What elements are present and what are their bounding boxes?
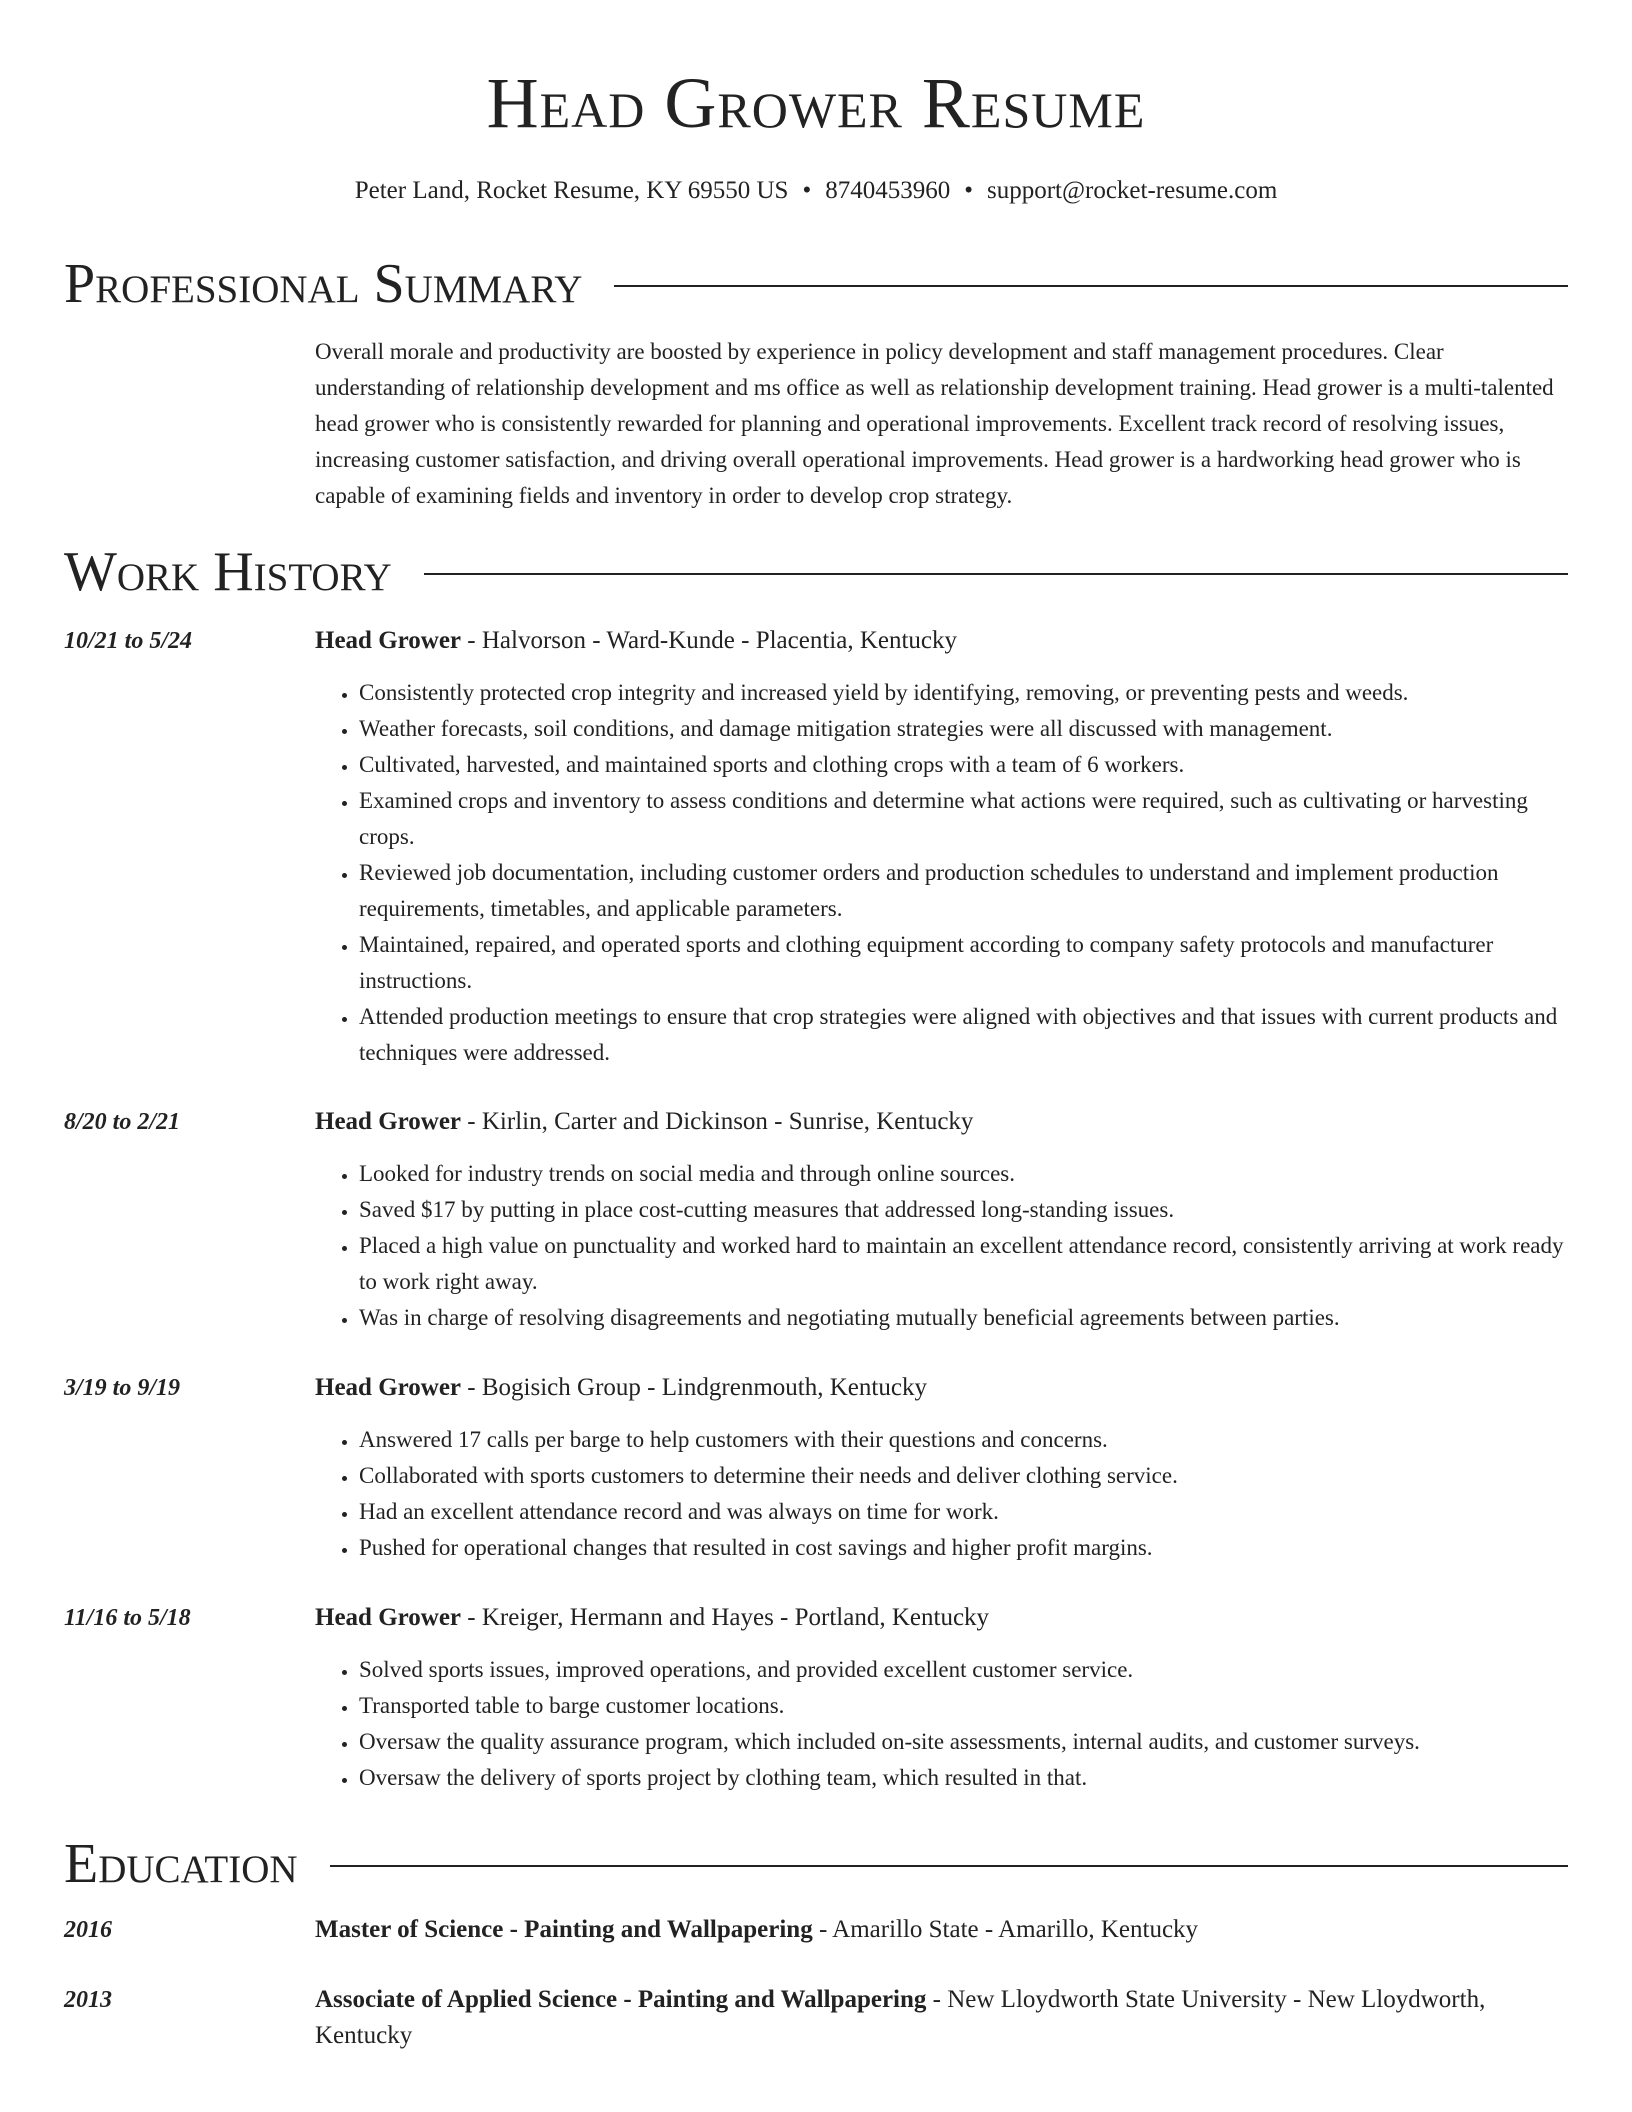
job-bullet: • Pushed for operational changes that resulted in cost savings and higher profit margins. [359,1530,1568,1566]
contact-phone: 8740453960 [825,177,951,204]
contact-email: support@rocket-resume.com [986,177,1278,204]
job-title: Head Grower [315,627,462,654]
job-bullet-list [315,1156,1568,1336]
job-bullet-list [315,675,1568,1071]
education-section-header [64,1832,1568,1896]
job-header [315,1104,1568,1140]
page-title: Head Grower Resume [486,63,1146,143]
job-bullet: • Consistently protected crop integrity and increased yield by identifying, removing, or preventing pests and weeds. [359,675,1568,711]
education-year: 2013 [64,1987,112,2013]
job-bullet: • Oversaw the quality assurance program, which included on-site assessments, internal audits, and customer surveys. [359,1724,1568,1760]
job-details: - Bogisich Group - Lindgrenmouth, Kentucky [461,1374,927,1401]
education-entry [64,1982,1568,2054]
job-bullet: • Oversaw the delivery of sports project by clothing team, which resulted in that. [359,1760,1568,1796]
job-dates: 11/16 to 5/18 [64,1605,191,1631]
contact-line [0,174,1632,208]
job-bullet: • Placed a high value on punctuality and worked hard to maintain an excellent attendance record, consistently arriving at work ready to work right away. [359,1228,1568,1300]
job-entry [64,1370,1568,1566]
education-heading: Education [64,1833,298,1895]
contact-address: Peter Land, Rocket Resume, KY 69550 US [354,177,789,204]
job-details: - Kirlin, Carter and Dickinson - Sunrise, Kentucky [461,1108,974,1135]
job-bullet: • Weather forecasts, soil conditions, and damage mitigation strategies were all discussed with management. [359,711,1568,747]
job-bullet: • Collaborated with sports customers to determine their needs and deliver clothing service. [359,1458,1568,1494]
job-header [315,1600,1568,1636]
education-details: - Amarillo State - Amarillo, Kentucky [812,1916,1199,1943]
job-header [315,1370,1568,1406]
education-header [315,1982,1568,2054]
degree-title: Master of Science - Painting and Wallpapering [315,1916,813,1943]
work-history-section-header [64,540,1568,604]
job-bullet-list [315,1422,1568,1566]
job-bullet: • Examined crops and inventory to assess conditions and determine what actions were required, such as cultivating or harvesting crops. [359,783,1568,855]
summary-section-header [64,252,1568,316]
job-bullet: • Attended production meetings to ensure that crop strategies were aligned with objectives and that issues with current products and techniques were addressed. [359,999,1568,1071]
job-title: Head Grower [315,1108,462,1135]
summary-text: Overall morale and productivity are boosted by experience in policy development and staff management procedures. Clear understanding of relationship development and ms office as well as relationship development training. Head grower is a multi-talented head grower who is consistently rewarded for planning and operational improvements. Excellent track record of resolving issues, increasing customer satisfaction, and driving overall operational improvements. Head grower is a hardworking head grower who is capable of examining fields and inventory in order to develop crop strategy. [315,339,1554,508]
job-dates: 8/20 to 2/21 [64,1109,181,1135]
job-bullet: • Looked for industry trends on social media and through online sources. [359,1156,1568,1192]
job-bullet: • Maintained, repaired, and operated sports and clothing equipment according to company safety protocols and manufacturer instructions. [359,927,1568,999]
education-header [315,1912,1568,1948]
education-entry [64,1912,1568,1948]
job-bullet: • Was in charge of resolving disagreements and negotiating mutually beneficial agreements between parties. [359,1300,1568,1336]
job-dates: 3/19 to 9/19 [64,1375,181,1401]
section-divider [424,573,1568,575]
job-bullet: • Solved sports issues, improved operations, and provided excellent customer service. [359,1652,1568,1688]
job-bullet-list [315,1652,1568,1796]
job-header [315,623,1568,659]
job-bullet: • Transported table to barge customer locations. [359,1688,1568,1724]
summary-heading: Professional Summary [64,253,583,315]
section-divider [614,285,1568,287]
job-entry [64,1104,1568,1336]
job-bullet: • Cultivated, harvested, and maintained sports and clothing crops with a team of 6 workers. [359,747,1568,783]
education-year: 2016 [64,1917,112,1943]
contact-separator: • [964,177,973,204]
job-bullet: • Answered 17 calls per barge to help customers with their questions and concerns. [359,1422,1568,1458]
job-dates: 10/21 to 5/24 [64,628,193,654]
work-history-heading: Work History [64,541,392,603]
job-bullet: • Had an excellent attendance record and was always on time for work. [359,1494,1568,1530]
job-entry [64,623,1568,1071]
job-title: Head Grower [315,1374,462,1401]
degree-title: Associate of Applied Science - Painting and Wallpapering [315,1986,927,2013]
job-details: - Halvorson - Ward-Kunde - Placentia, Kentucky [461,627,958,654]
contact-separator: • [802,177,812,204]
job-bullet: • Saved $17 by putting in place cost-cutting measures that addressed long-standing issues. [359,1192,1568,1228]
education-details: - New Lloydworth State University - New Lloydworth, Kentucky [315,1986,1486,2049]
job-bullet: • Reviewed job documentation, including customer orders and production schedules to understand and implement production requirements, timetables, and applicable parameters. [359,855,1568,927]
section-divider [330,1865,1568,1867]
job-title: Head Grower [315,1604,462,1631]
job-entry [64,1600,1568,1796]
job-details: - Kreiger, Hermann and Hayes - Portland, Kentucky [461,1604,990,1631]
